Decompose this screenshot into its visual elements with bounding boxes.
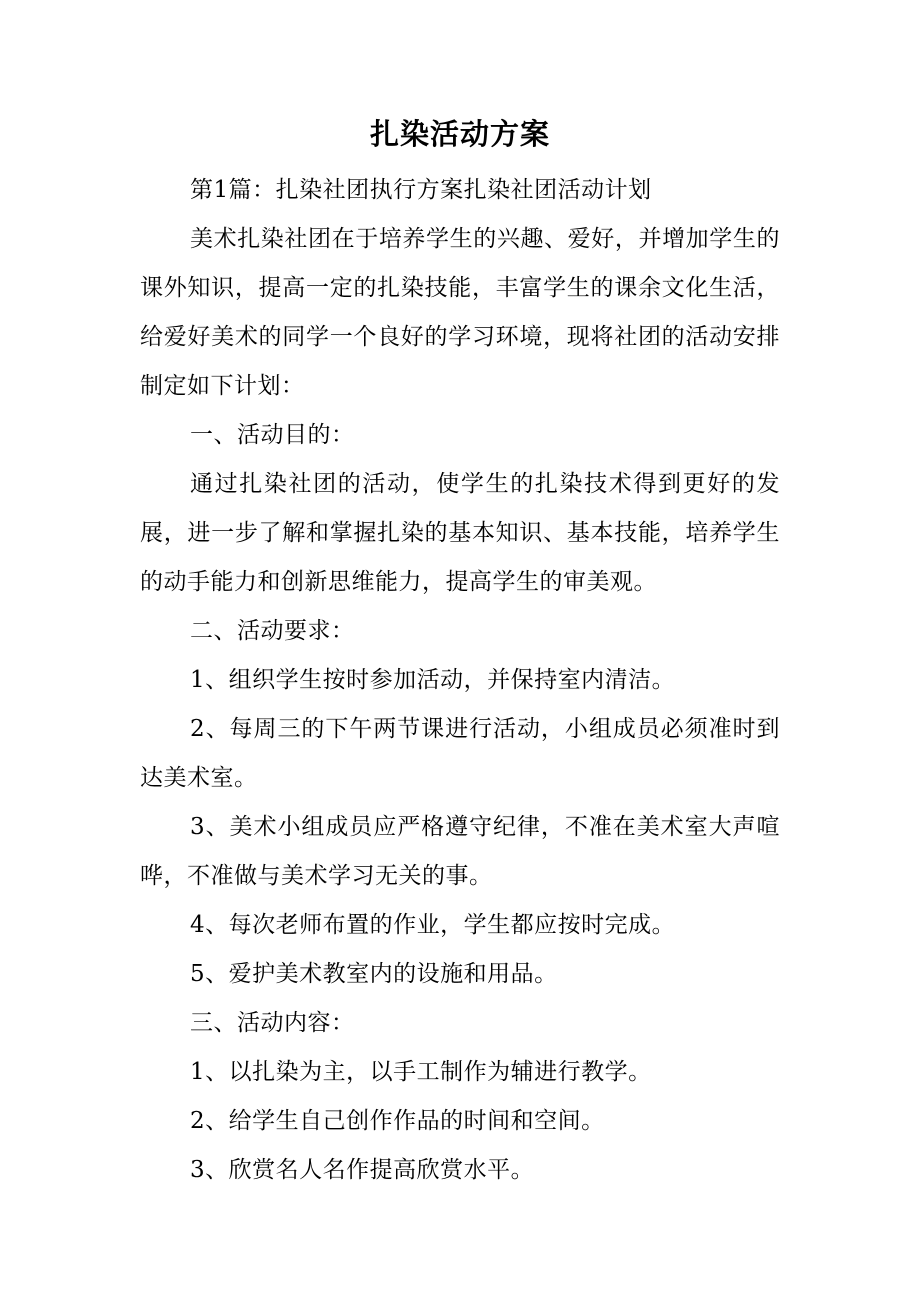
requirement-item-1: 1、组织学生按时参加活动，并保持室内清洁。 [190,667,676,693]
section-heading-requirements: 二、活动要求： [190,618,355,644]
document-title: 扎染活动方案 [369,117,550,151]
paragraph-purpose: 通过扎染社团的活动，使学生的扎染技术得到更好的发展，进一步了解和掌握扎染的基本知识、基本技能，培养学生的动手能力和创新思维能力，提高学生的审美观。 [140,471,780,595]
requirement-item-3: 3、美术小组成员应严格遵守纪律，不准在美术室大声喧哗，不准做与美术学习无关的事。 [140,814,780,889]
requirement-item-2: 2、每周三的下午两节课进行活动，小组成员必须准时到达美术室。 [140,716,780,791]
content-item-3: 3、欣赏名人名作提高欣赏水平。 [190,1157,535,1183]
section-heading-purpose: 一、活动目的： [190,422,355,448]
content-item-1: 1、以扎染为主，以手工制作为辅进行教学。 [190,1059,652,1085]
section-heading-content: 三、活动内容： [190,1010,355,1036]
content-item-2: 2、给学生自己创作作品的时间和空间。 [190,1108,605,1134]
requirement-item-4: 4、每次老师布置的作业，学生都应按时完成。 [190,912,676,938]
requirement-item-5: 5、爱护美术教室内的设施和用品。 [190,961,558,987]
document-body [140,166,780,1195]
paragraph-chapter-heading: 第1篇：扎染社团执行方案扎染社团活动计划 [190,177,652,203]
paragraph-intro: 美术扎染社团在于培养学生的兴趣、爱好，并增加学生的课外知识，提高一定的扎染技能，丰富学生的课余文化生活，给爱好美术的同学一个良好的学习环境，现将社团的活动安排制定如下计划： [140,226,780,399]
